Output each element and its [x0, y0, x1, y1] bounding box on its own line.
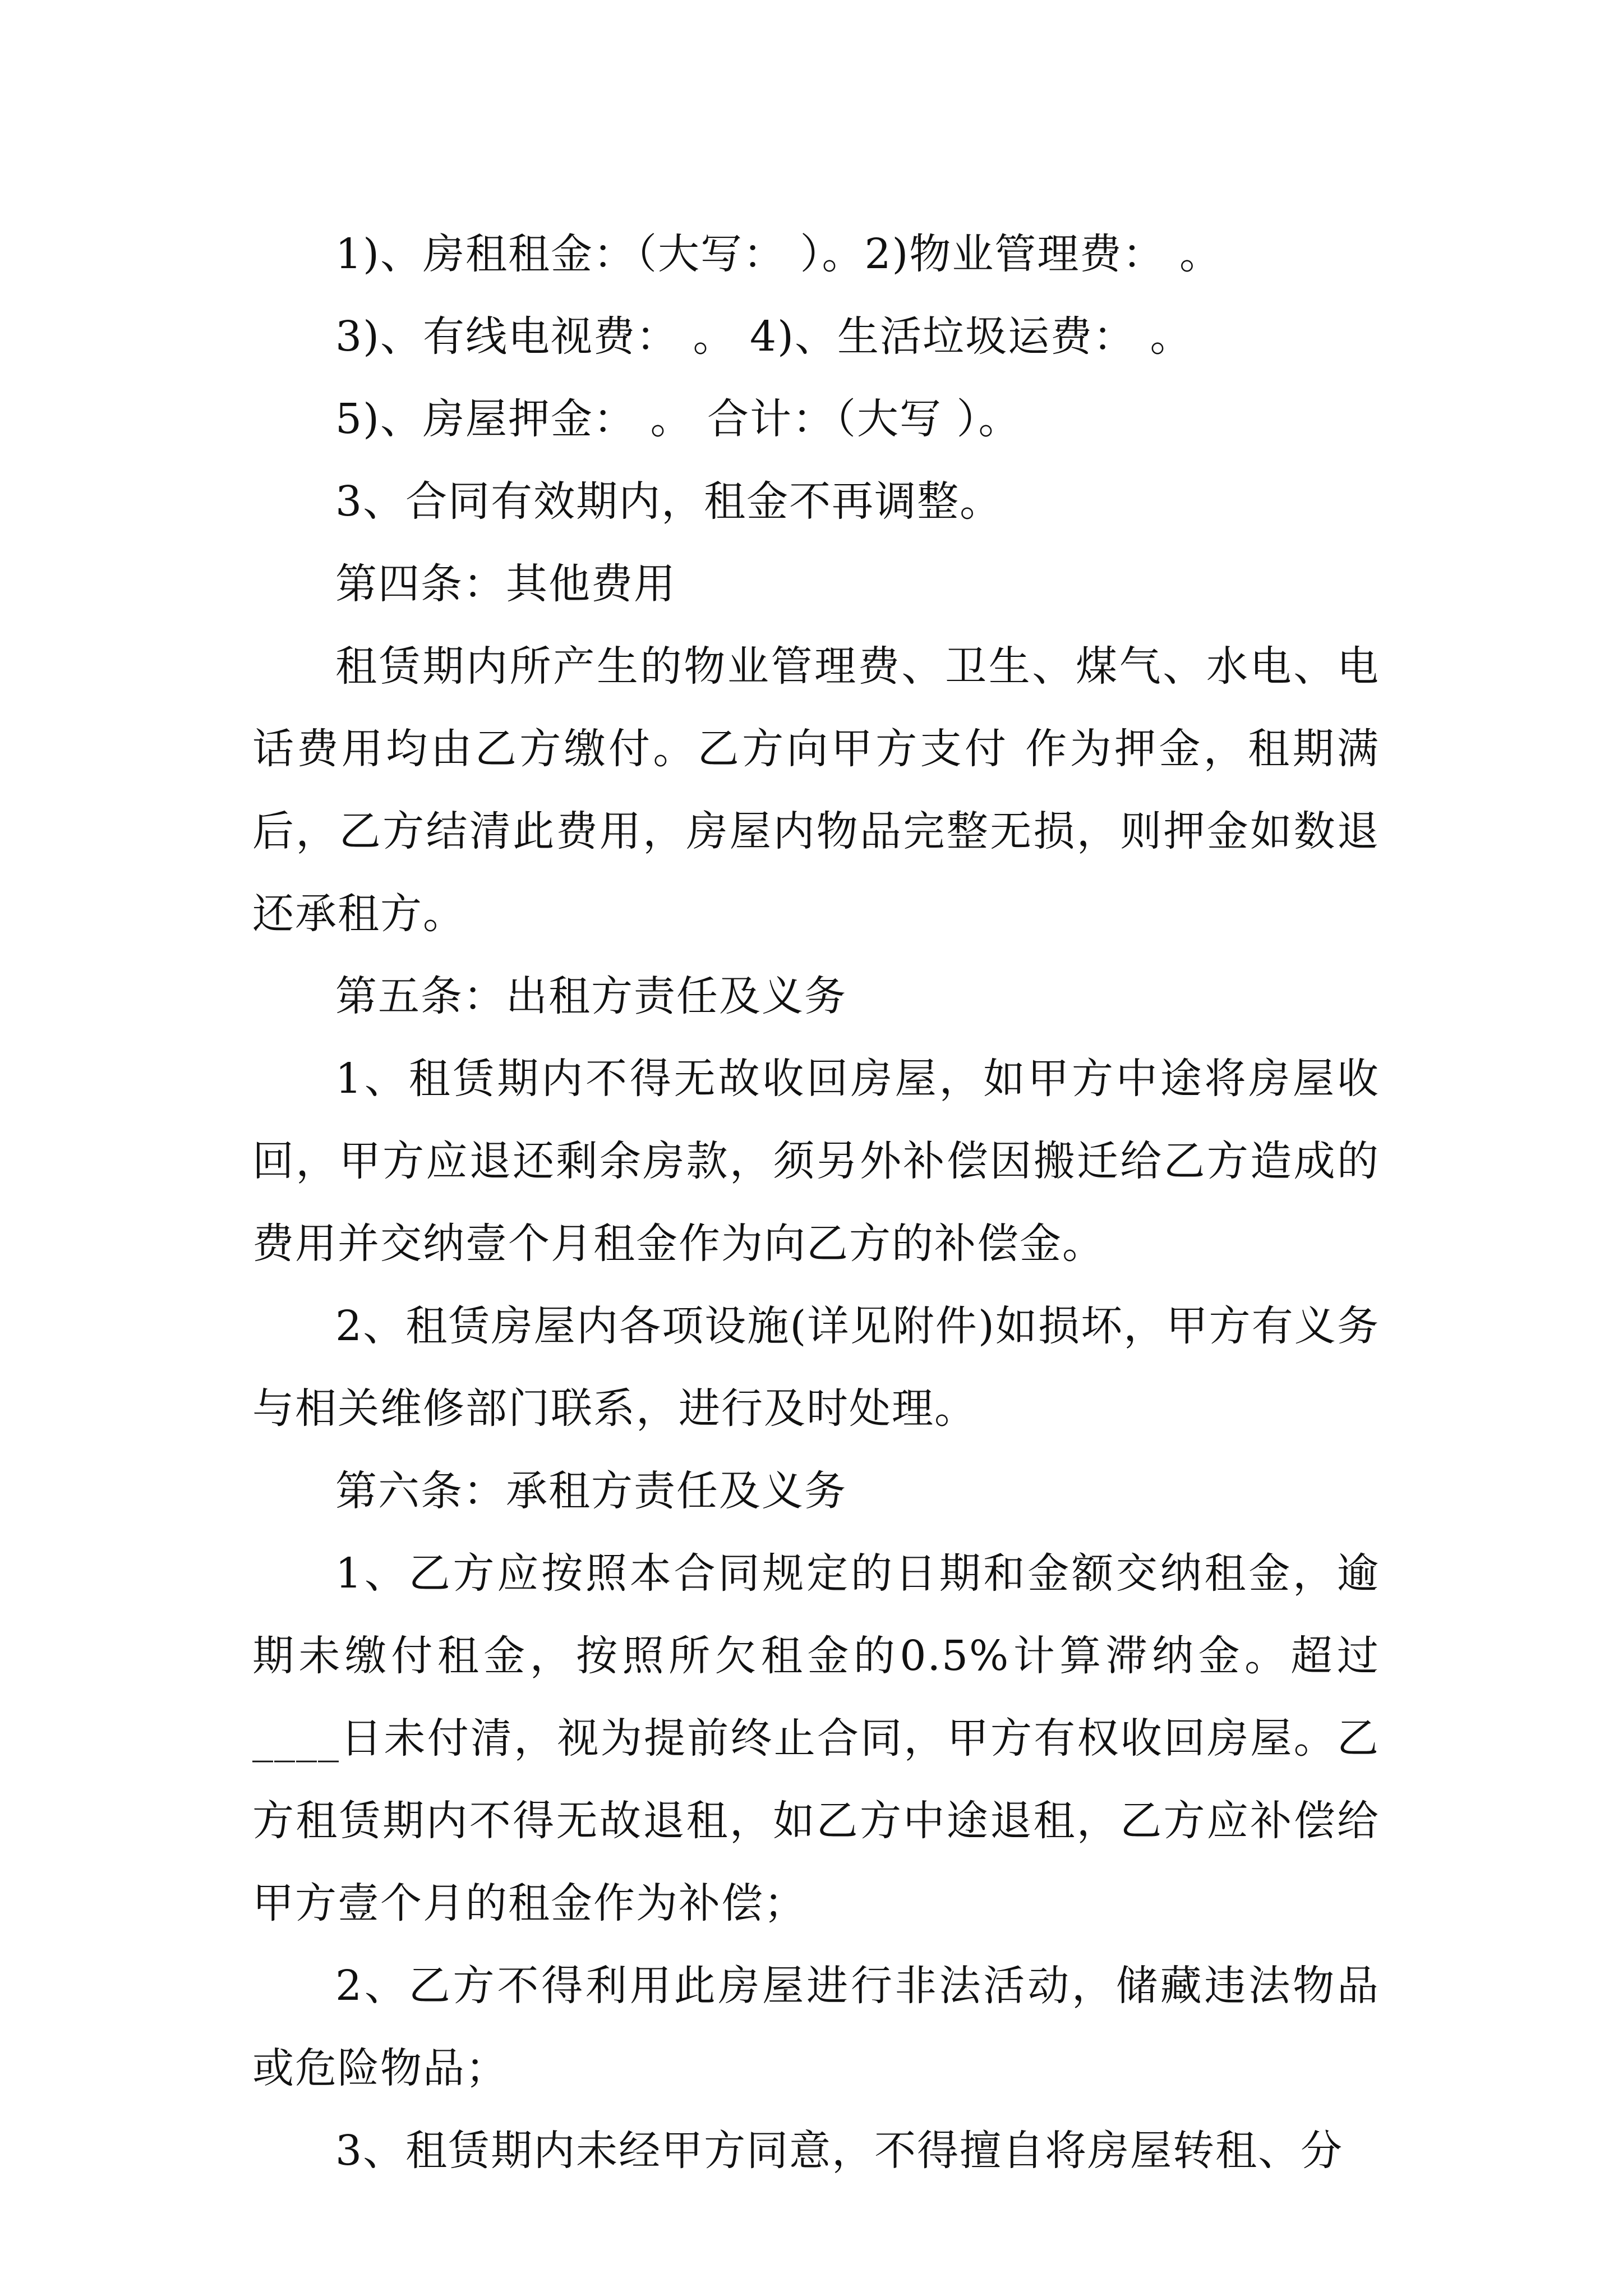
paragraph-rent-fixed: 3、合同有效期内，租金不再调整。	[335, 477, 1003, 526]
paragraph-tv-garbage-fees: 3)、有线电视费： 。 4)、生活垃圾运费： 。	[335, 312, 1193, 361]
paragraph-lessee-duty-1: 1、乙方应按照本合同规定的日期和金额交纳租金，逾期未缴付租金，按照所欠租金的0.5%计算滞纳金。超过____日未付清，视为提前终止合同，甲方有权收回房屋。乙方租赁期内不得无故退租，如乙方中途退租，乙方应补偿给甲方壹个月的租金作为补偿；	[252, 1549, 1380, 1927]
paragraph-deposit-total: 5)、房屋押金： 。 合计：（大写 ）。	[335, 395, 1021, 443]
paragraph-lessee-duty-3: 3、租赁期内未经甲方同意，不得擅自将房屋转租、分	[335, 2127, 1344, 2175]
paragraph-other-fees: 租赁期内所产生的物业管理费、卫生、煤气、水电、电话费用均由乙方缴付。乙方向甲方支付 作为押金，租期满后，乙方结清此费用，房屋内物品完整无损，则押金如数退还承租方。	[252, 642, 1380, 938]
document-body	[252, 213, 1380, 2192]
paragraph-rent-items: 1)、房租租金：（大写： ）。2)物业管理费： 。	[335, 230, 1222, 278]
section-heading-article-4: 第四条：其他费用	[335, 560, 676, 608]
paragraph-lessor-duty-1: 1、租赁期内不得无故收回房屋，如甲方中途将房屋收回，甲方应退还剩余房款，须另外补偿因搬迁给乙方造成的费用并交纳壹个月租金作为向乙方的补偿金。	[252, 1055, 1380, 1268]
paragraph-lessor-duty-2: 2、租赁房屋内各项设施(详见附件)如损坏，甲方有义务与相关维修部门联系，进行及时处理。	[252, 1302, 1380, 1433]
section-heading-article-6: 第六条：承租方责任及义务	[335, 1467, 847, 1515]
paragraph-lessee-duty-2: 2、乙方不得利用此房屋进行非法活动，储藏违法物品或危险物品；	[252, 1962, 1380, 2092]
section-heading-article-5: 第五条：出租方责任及义务	[335, 972, 847, 1020]
